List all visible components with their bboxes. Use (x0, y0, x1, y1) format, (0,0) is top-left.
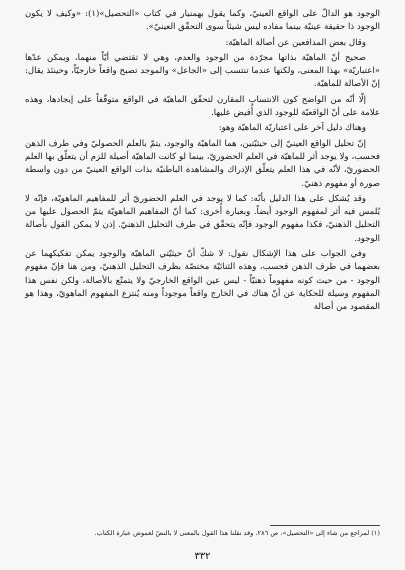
paragraph: وفي الجواب على هذا الإشكال نقول: لا شكّ أنّ حيثيّتي الماهيّة والوجود يمكن تفكيكهما عن بعضهما في طرف الذهن فحسب، وهذه الثنائيّة مختصّة بظرف التحليل الذهنيّ، ومن هنا فإنّ مفهوم الوجود - من حيث كونه مفهوماً ذهنيّاً - ليس عين الواقع الخارجيّ ولا يتمتّع بالأصالة، ولكن نفس هذا المفهوم وسيلة للحكاية عن أنّ هناك في الخارج واقعاً موجوداً ومنه يُنتزع المفهوم الماهويّ، وهذا هو المقصود من أصالة (25, 249, 380, 313)
page-number: ٣٣٢ (194, 551, 211, 562)
paragraph: وقال بعض المدافعين عن أصالة الماهيّة: (225, 37, 366, 48)
paragraph: الوجود هو الدالّ على الواقع العينيّ، وكما يقول بهمنيار في كتاب «التحصيل»(١): «وكيف لا يكون الوجود ذا حقيقة عينيّة بينما مفاده ليس شيئاً سوى التحقّق العينيّ». (25, 9, 380, 33)
paragraph: وقد يُشكل على هذا الدليل بأنّه: كما لا يوجد في العلم الحضوريّ أثر للمفاهيم الماهويّة، فإنّه لا يُلمس فيه أثر لمفهوم الوجود أيضاً. وبعبارة أُخرى: كما أنّ المفاهيم الماهويّة يتمّ الحصول عليها من التحليل الذهنيّ، فكذا مفهوم الوجود فإنّه يتحقّق في طرف التحليل الذهنيّ. إذن لا يمكن القول بأصالة الوجود. (25, 193, 380, 244)
paragraph: إلّا أنّه من الواضح كون الانتساب المقارن لتحقّق الماهيّة في الواقع متوقّفاً على إيجادها، وهذه علامة على أنّ الواقعيّة للوجود الذي أُفيض عليها. (25, 94, 380, 119)
paragraph: وهناك دليل آخر على اعتباريّة الماهيّة وهو: (218, 123, 366, 134)
footnote: (١) لمراجع من شاء إلى «التحصيل»، ص ٢٨٦. وقد نقلنا هذا القول بالمعنى لا بالنصّ لغموض عبارة الكتاب. (94, 529, 380, 537)
paragraph: إنّ تحليل الواقع العينيّ إلى حيثيّتين، هما الماهيّة والوجود، يتمّ بالعلم الحصوليّ وفي طرف الذهن فحسب، ولا يوجد أثر للماهيّة في العلم الحضوريّ، بينما لو كانت الماهيّة أصيلة للزم أن يتعلّق بها العلم الحضوريّ، لأنّه في هذا العلم يتعلّق الإدراك والمشاهدة الباطنيّة بذات الواقع العينيّ من دون واسطة صورة أو مفهوم ذهنيّ. (25, 138, 380, 189)
body-text (25, 8, 380, 317)
paragraph: صحيح أنّ الماهيّة بذاتها مجرّدة من الوجود والعدم، وهي لا تقتضي أيّاً منهما، ويمكن عدّها «اعتباريّة» بهذا المعنى، ولكنها عندما تنتسب إلى «الجاعل» والموجد تصبح واقعاً خارجيّاً، وحينئذ يقال: إنّ الأصالة للماهيّة. (25, 52, 380, 90)
footnote-divider (270, 525, 380, 526)
